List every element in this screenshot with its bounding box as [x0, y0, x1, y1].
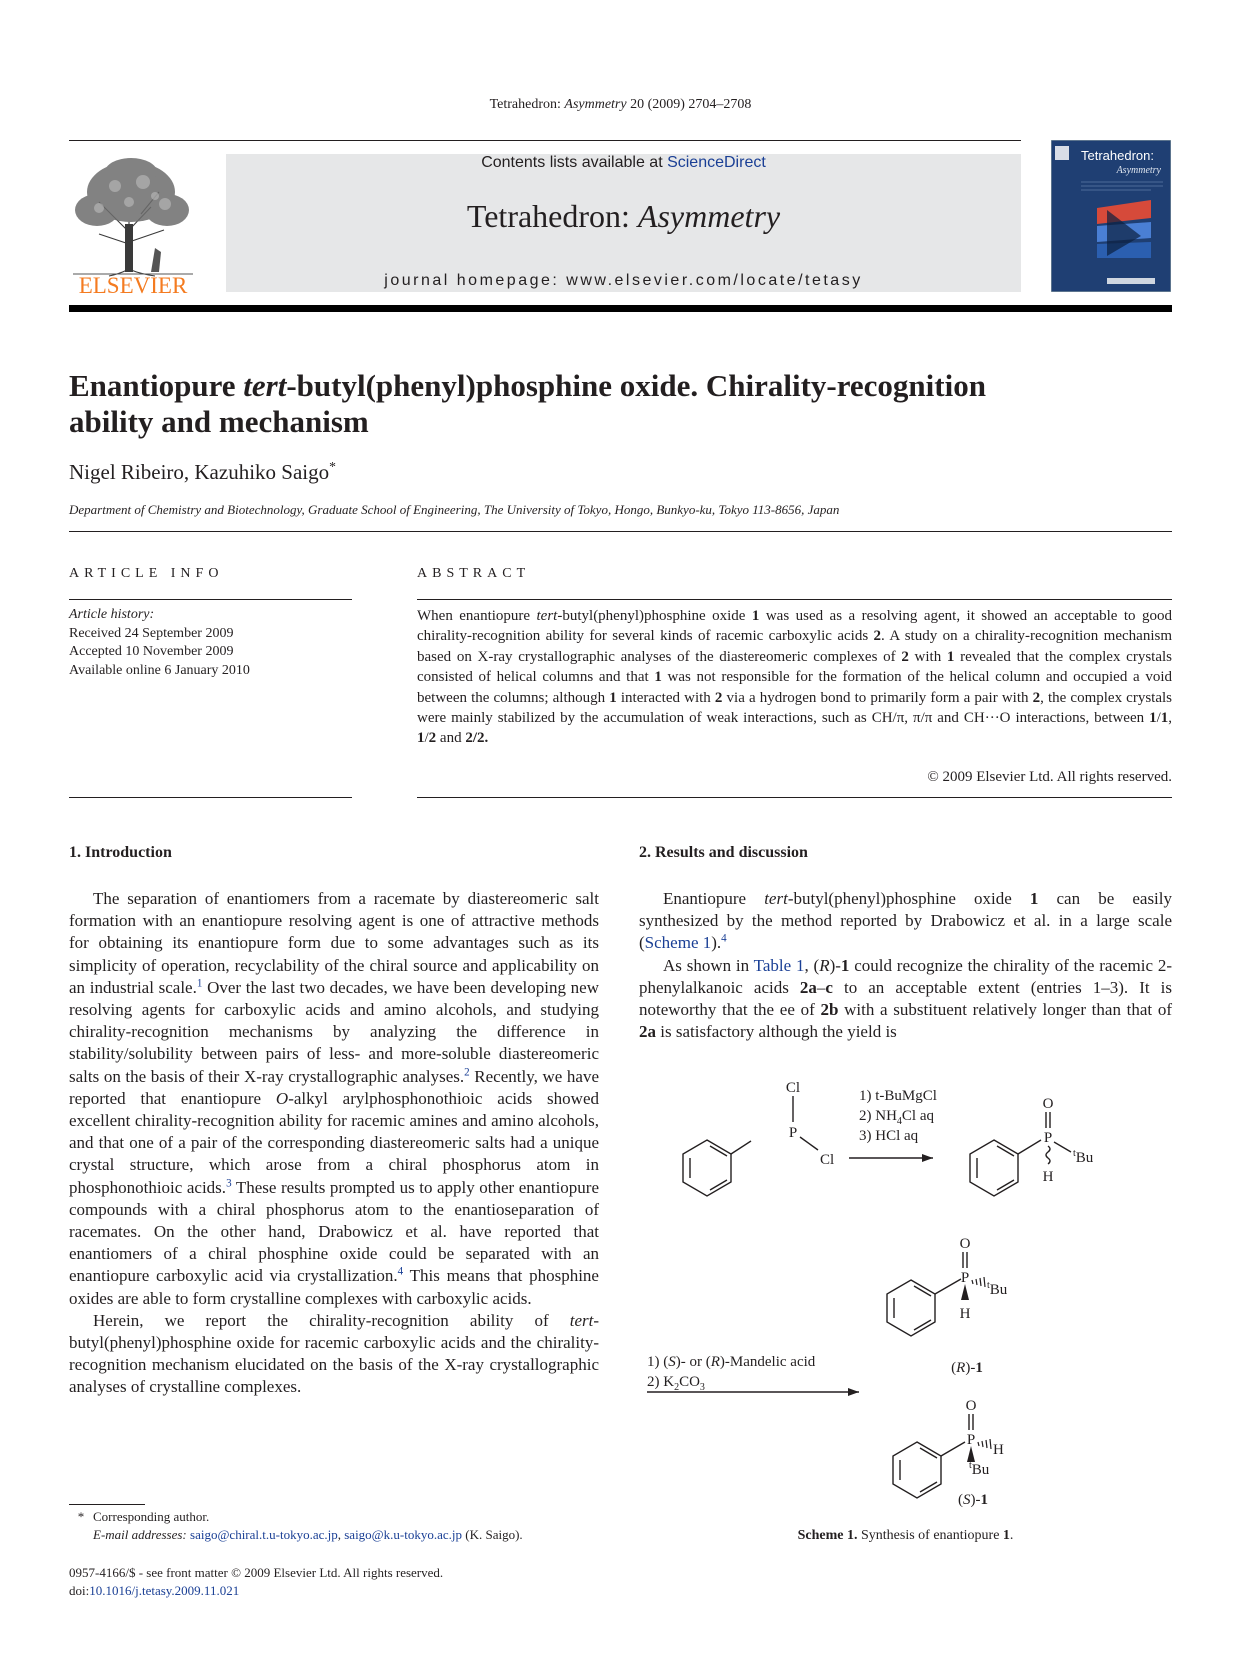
doi-link[interactable]: 10.1016/j.tetasy.2009.11.021 — [89, 1583, 240, 1598]
ref-3-link[interactable]: 3 — [226, 1176, 232, 1189]
results-paragraph-1: Enantiopure tert-butyl(phenyl)phosphine oxide 1 can be easily synthesized by the method reported by Drabowicz et al. in a large scale (Scheme 1).$^4$ — [639, 889, 1173, 953]
corresponding-footnote: * Corresponding author. — [77, 1509, 210, 1524]
tbu-group-1: $^t$Bu — [1073, 1148, 1094, 1166]
reagent-mandelic: 1) (S)- or (R)-Mandelic acid — [647, 1354, 816, 1370]
journal-homepage[interactable]: journal homepage: www.elsevier.com/locate/tetasy — [384, 272, 863, 289]
abstract-heading: ABSTRACT — [417, 566, 531, 581]
cover-title: Tetrahedron: — [1081, 148, 1154, 163]
introduction-heading: 1. Introduction — [69, 844, 172, 861]
accepted-date: Accepted 10 November 2009 — [69, 644, 234, 659]
results-heading: 2. Results and discussion — [639, 844, 808, 861]
ref-1-link[interactable]: 1 — [196, 977, 203, 990]
corresponding-mark[interactable]: * — [329, 459, 336, 474]
email-link-2[interactable]: saigo@k.u-tokyo.ac.jp — [344, 1527, 462, 1542]
atom-h-1: H — [1042, 1169, 1054, 1185]
history-label: Article history: — [69, 607, 155, 622]
reagent-step-3: 3) HCl aq — [859, 1128, 919, 1144]
label-s-1: (S)-1 — [958, 1492, 988, 1508]
results-body — [639, 888, 1172, 1043]
atom-p-s: P — [966, 1432, 976, 1448]
contents-line: Contents lists available at ScienceDirect — [481, 154, 766, 171]
article-title: Enantiopure tert-butyl(phenyl)phosphine oxide. Chirality-recognition ability and mechanism — [69, 368, 986, 439]
atom-cl-top: Cl — [785, 1080, 801, 1096]
email-link-1[interactable]: saigo@chiral.t.u-tokyo.ac.jp — [190, 1527, 338, 1542]
atom-o-r: O — [959, 1236, 971, 1252]
introduction-body — [69, 888, 599, 1399]
atom-p-2: P — [1043, 1130, 1053, 1146]
author-list: Nigel Ribeiro, Kazuhiko Saigo* — [69, 459, 336, 484]
header-thick-rule — [69, 305, 1172, 312]
elsevier-logo[interactable] — [69, 152, 197, 294]
results-paragraph-2: As shown in Table 1, (R)-1 could recognize the chirality of the racemic 2-phenylalkanoic acids 2a–c to an acceptable extent (entries 1–3). It is noteworthy that the ee of 2b with a substituent relatively longer than that of 2a is satisfactory although the yield is — [639, 955, 1172, 1042]
affiliation: Department of Chemistry and Biotechnology, Graduate School of Engineering, The University of Tokyo, Hongo, Bunkyo-ku, Tokyo 113-8656, Japan — [69, 502, 840, 517]
table-1-link[interactable]: Table 1 — [753, 955, 805, 975]
cover-subtitle: Asymmetry — [1116, 165, 1161, 176]
scheme-1-figure — [639, 1070, 1172, 1510]
reagent-step-2: 2) $NH_4Cl$ aq — [859, 1108, 935, 1127]
abstract-bottom-rule — [417, 797, 1172, 798]
intro-paragraph-2: Herein, we report the chirality-recognition ability of tert-butyl(phenyl)phosphine oxide for racemic carboxylic acids and the chirality-recognition mechanism elucidated on the basis of the X-ray crystallographic analyses of crystalline complexes. — [69, 1310, 599, 1397]
ref-4-link-results[interactable]: 4 — [721, 932, 727, 945]
ref-2-link[interactable]: 2 — [464, 1065, 470, 1078]
atom-h-s: H — [993, 1442, 1004, 1458]
tbu-group-s: $^t$Bu — [969, 1460, 990, 1478]
header-rule — [69, 140, 1021, 141]
elsevier-tree-icon — [69, 152, 197, 294]
atom-h-r: H — [959, 1306, 971, 1322]
elsevier-wordmark: ELSEVIER — [78, 273, 188, 294]
doi-line: doi:10.1016/j.tetasy.2009.11.021 — [69, 1583, 240, 1598]
article-info-heading: ARTICLE INFO — [69, 566, 224, 581]
label-r-1: (R)-1 — [951, 1360, 983, 1376]
abstract-copyright: © 2009 Elsevier Ltd. All rights reserved. — [927, 769, 1172, 785]
scheme-1-caption: Scheme 1. Synthesis of enantiopure 1. — [797, 1528, 1014, 1543]
email-footnote: E-mail addresses: saigo@chiral.t.u-tokyo.ac.jp, saigo@k.u-tokyo.ac.jp (K. Saigo). — [93, 1527, 523, 1542]
issn-line: 0957-4166/$ - see front matter © 2009 Elsevier Ltd. All rights reserved. — [69, 1565, 444, 1580]
abstract-rule — [417, 599, 1172, 600]
journal-citation: Tetrahedron: Asymmetry 20 (2009) 2704–2708 — [489, 97, 752, 112]
received-date: Received 24 September 2009 — [69, 625, 234, 641]
atom-cl-right: Cl — [820, 1152, 835, 1168]
tbu-group-r: $^t$Bu — [987, 1280, 1008, 1298]
abstract-text: When enantiopure tert-butyl(phenyl)phosphine oxide 1 was used as a resolving agent, it showed an acceptable to good chirality-recognition ability for several kinds of racemic carboxylic acids 2. A study on a chirality-recognition mechanism based on X-ray crystallographic analyses of the diastereomeric complexes of 2 with 1 revealed that the complex crystals consisted of helical columns and that 1 was not responsible for the formation of the helical column and occupied a void between the columns; although 1 interacted with 2 via a hydrogen bond to primarily form a pair with 2, the complex crystals were mainly stabilized by the accumulation of weak interactions, such as CH/π, π/π and CH···O interactions, between 1/1, 1/2 and 2/2. — [417, 608, 1173, 747]
intro-paragraph-1: The separation of enantiomers from a racemate by diastereomeric salt formation with an enantiopure resolving agent is one of attractive methods for obtaining its enantiopure form due to some advantages such as its simplicity of operation, recyclability of the chiral source and applicability on an industrial scale.$^1$ Over the last two decades, we have been developing new resolving agents for carboxylic acids and amino alcohols, and studying chirality-recognition mechanisms by analyzing the difference in stability/solubility between pairs of less- and more-soluble diastereomeric salts on the basis of their X-ray crystallographic analyses.$^2$ Recently, we have reported that enantiopure O-alkyl arylphosphonothioic acids showed excellent chirality-recognition ability for racemic amines and amino alcohols, and that one of a pair of the corresponding diastereomeric salts had a unique crystal structure, which arose from a chiral phosphorus atom in phosphonothioic acids.$^3$ These results prompted us to apply other enantiopure compounds with a chiral phosphorus atom to the enantioseparation of racemates. On the other hand, Drabowicz et al. have reported that enantiomers of a chiral phosphine oxide could be separated with an enantiopure carboxylic acid via crystallization.$^4$ This means that phosphine oxides are able to form crystalline complexes with carboxylic acids. — [69, 889, 600, 1308]
article-history — [69, 606, 250, 680]
front-matter — [69, 1564, 443, 1600]
cover-image — [1051, 140, 1171, 292]
atom-o-1: O — [1042, 1096, 1054, 1112]
ref-4-link[interactable]: 4 — [397, 1265, 404, 1278]
article-info-rule — [69, 599, 352, 600]
affiliation-rule — [69, 531, 1172, 532]
wedge-bond-r — [961, 1284, 969, 1300]
atom-p-r: P — [960, 1270, 970, 1286]
journal-cover[interactable] — [1051, 140, 1171, 292]
atom-p-1: P — [788, 1125, 798, 1141]
reagent-step-1: 1) t-BuMgCl — [859, 1088, 937, 1104]
journal-name: Tetrahedron: Asymmetry — [466, 198, 781, 234]
footnote-rule — [69, 1504, 145, 1505]
footnotes — [69, 1508, 523, 1544]
atom-o-s: O — [965, 1398, 977, 1414]
reagent-k2co3: 2) $K_2CO_3$ — [647, 1374, 705, 1393]
online-date: Available online 6 January 2010 — [69, 662, 250, 678]
sciencedirect-link[interactable]: ScienceDirect — [667, 154, 766, 171]
scheme-1-link[interactable]: Scheme 1 — [644, 933, 712, 953]
wavy-bond — [1046, 1146, 1050, 1164]
article-info-bottom-rule — [69, 797, 352, 798]
